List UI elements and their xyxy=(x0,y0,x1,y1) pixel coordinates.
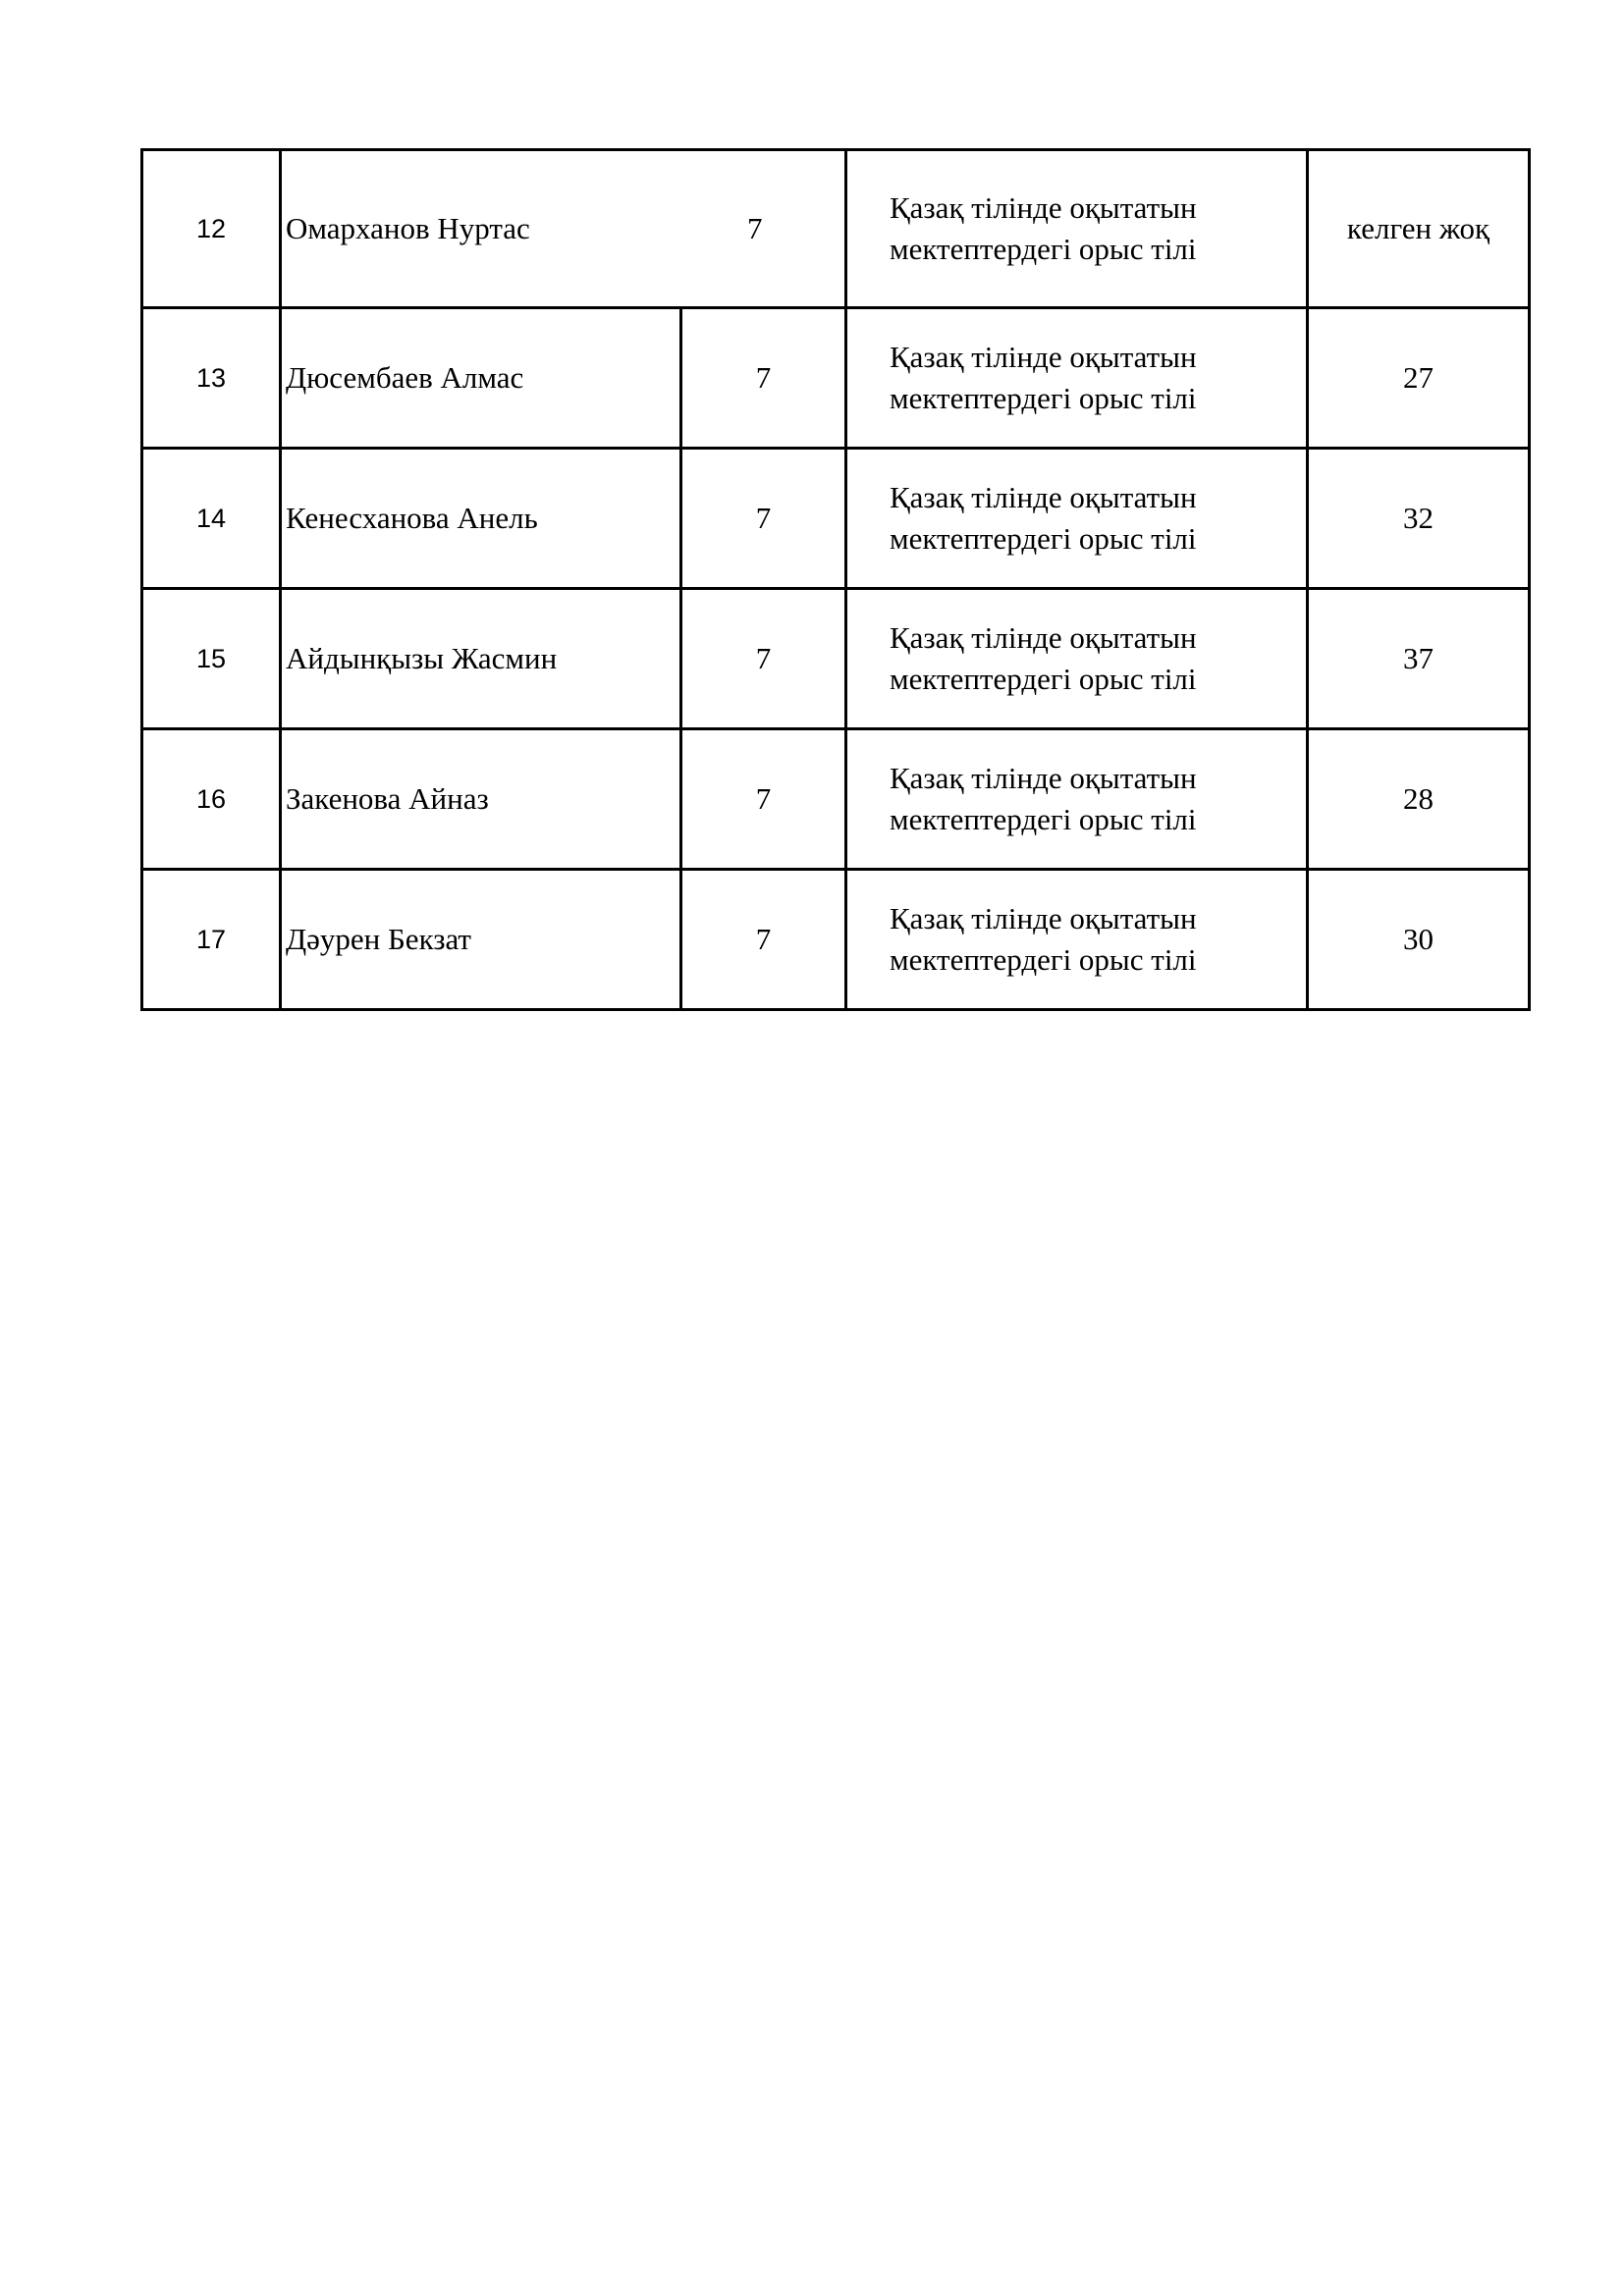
subject-line-2: мектептердегі орыс тілі xyxy=(890,521,1197,556)
subject-line-1: Қазақ тілінде оқытатын xyxy=(890,190,1197,225)
name-grade-merged-cell xyxy=(281,150,846,308)
row-number-cell: 14 xyxy=(142,449,281,589)
subject-cell xyxy=(846,308,1308,449)
table-row xyxy=(142,589,1530,729)
subject-line-1: Қазақ тілінде оқытатын xyxy=(890,620,1197,655)
student-name-cell: Кенесханова Анель xyxy=(281,449,681,589)
row-number-cell: 13 xyxy=(142,308,281,449)
grade-cell: 7 xyxy=(681,729,846,870)
grade-value: 7 xyxy=(747,211,763,245)
results-table xyxy=(140,148,1531,1011)
student-name: Омарханов Нуртас xyxy=(286,211,530,245)
subject-cell xyxy=(846,449,1308,589)
subject-line-2: мектептердегі орыс тілі xyxy=(890,942,1197,977)
student-name-cell: Закенова Айназ xyxy=(281,729,681,870)
subject-cell xyxy=(846,870,1308,1010)
subject-cell xyxy=(846,589,1308,729)
row-number-cell: 17 xyxy=(142,870,281,1010)
student-name-cell: Дюсембаев Алмас xyxy=(281,308,681,449)
score-cell: 30 xyxy=(1308,870,1530,1010)
score-cell: 37 xyxy=(1308,589,1530,729)
grade-cell: 7 xyxy=(681,449,846,589)
grade-cell: 7 xyxy=(681,589,846,729)
table-row xyxy=(142,449,1530,589)
student-name-cell: Дәурен Бекзат xyxy=(281,870,681,1010)
subject-line-1: Қазақ тілінде оқытатын xyxy=(890,480,1197,514)
subject-line-2: мектептердегі орыс тілі xyxy=(890,802,1197,836)
subject-line-1: Қазақ тілінде оқытатын xyxy=(890,901,1197,935)
score-cell: 28 xyxy=(1308,729,1530,870)
student-name-cell: Айдынқызы Жасмин xyxy=(281,589,681,729)
subject-line-2: мектептердегі орыс тілі xyxy=(890,232,1197,266)
score-cell: 32 xyxy=(1308,449,1530,589)
subject-line-1: Қазақ тілінде оқытатын xyxy=(890,761,1197,795)
row-number-cell: 15 xyxy=(142,589,281,729)
subject-cell xyxy=(846,729,1308,870)
table-row xyxy=(142,870,1530,1010)
row-number-cell: 12 xyxy=(142,150,281,308)
score-cell: 27 xyxy=(1308,308,1530,449)
grade-cell: 7 xyxy=(681,308,846,449)
row-number-cell: 16 xyxy=(142,729,281,870)
table-row xyxy=(142,729,1530,870)
table-row xyxy=(142,150,1530,308)
table-row xyxy=(142,308,1530,449)
score-cell: келген жоқ xyxy=(1308,150,1530,308)
grade-cell: 7 xyxy=(681,870,846,1010)
subject-line-2: мектептердегі орыс тілі xyxy=(890,662,1197,696)
subject-cell xyxy=(846,150,1308,308)
subject-line-2: мектептердегі орыс тілі xyxy=(890,381,1197,415)
subject-line-1: Қазақ тілінде оқытатын xyxy=(890,340,1197,374)
